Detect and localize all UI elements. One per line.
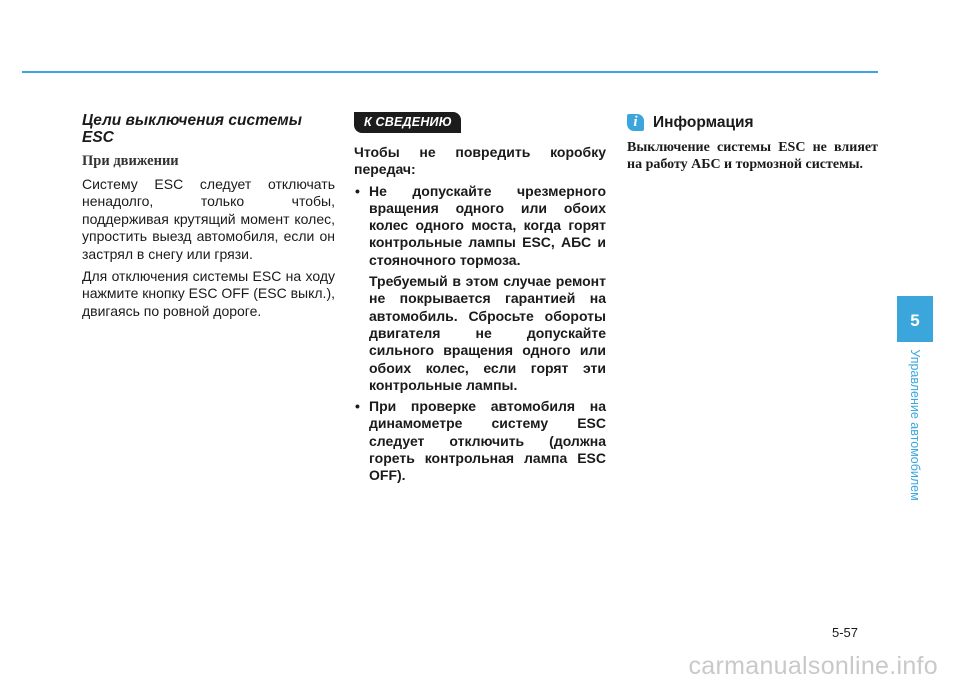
bullet-dot: • [355,182,360,199]
notice-intro: Чтобы не повредить коробку передач: [354,144,606,178]
chapter-tab: 5 [897,296,933,342]
section-title: Цели выключения системы ESC [82,112,302,146]
bullet-2-text: При проверке автомобиля на динамометре систему ESC следует отключить (должна гореть контрольная лампа ESC OFF). [369,398,606,484]
info-icon: i [627,114,644,131]
bullet-dot: • [355,398,360,415]
notice-bullet-1 [354,183,606,269]
paragraph-1: Систему ESC следует отключать ненадолго, только чтобы, поддерживая крутящий момент колес, упростить выезд автомобиля, если он застрял в снегу или грязи. [82,176,335,262]
bullet-1-text: Не допускайте чрезмерного вращения одного или обоих колес одного моста, когда горят контрольные лампы ESC, АБС и стояночного тормоза. [369,182,606,268]
header-rule [22,71,878,73]
notice-bullet-2 [354,398,606,484]
info-header [627,114,878,131]
page-number: 5-57 [831,625,858,640]
info-text: Выключение системы ESC не влияет на работу АБС и тормозной системы. [627,140,878,173]
left-column [82,106,335,325]
info-title: Информация [653,114,754,131]
paragraph-2: Для отключения системы ESC на ходу нажмите кнопку ESC OFF (ESC выкл.), двигаясь по ровной дороге. [82,268,335,319]
watermark: carmanualsonline.info [688,652,938,680]
section-subtitle: При движении [82,153,179,169]
notice-bullet-1-continuation: Требуемый в этом случае ремонт не покрывается гарантией на автомобиль. Сбросьте обороты двигателя не допускайте сильного вращения одного или обоих колес, если горят эти контрольные лампы. [369,273,606,393]
right-column [627,106,878,174]
chapter-label: Управление автомобилем [908,349,922,501]
notice-badge: К СВЕДЕНИЮ [354,112,461,133]
middle-column [354,106,606,489]
